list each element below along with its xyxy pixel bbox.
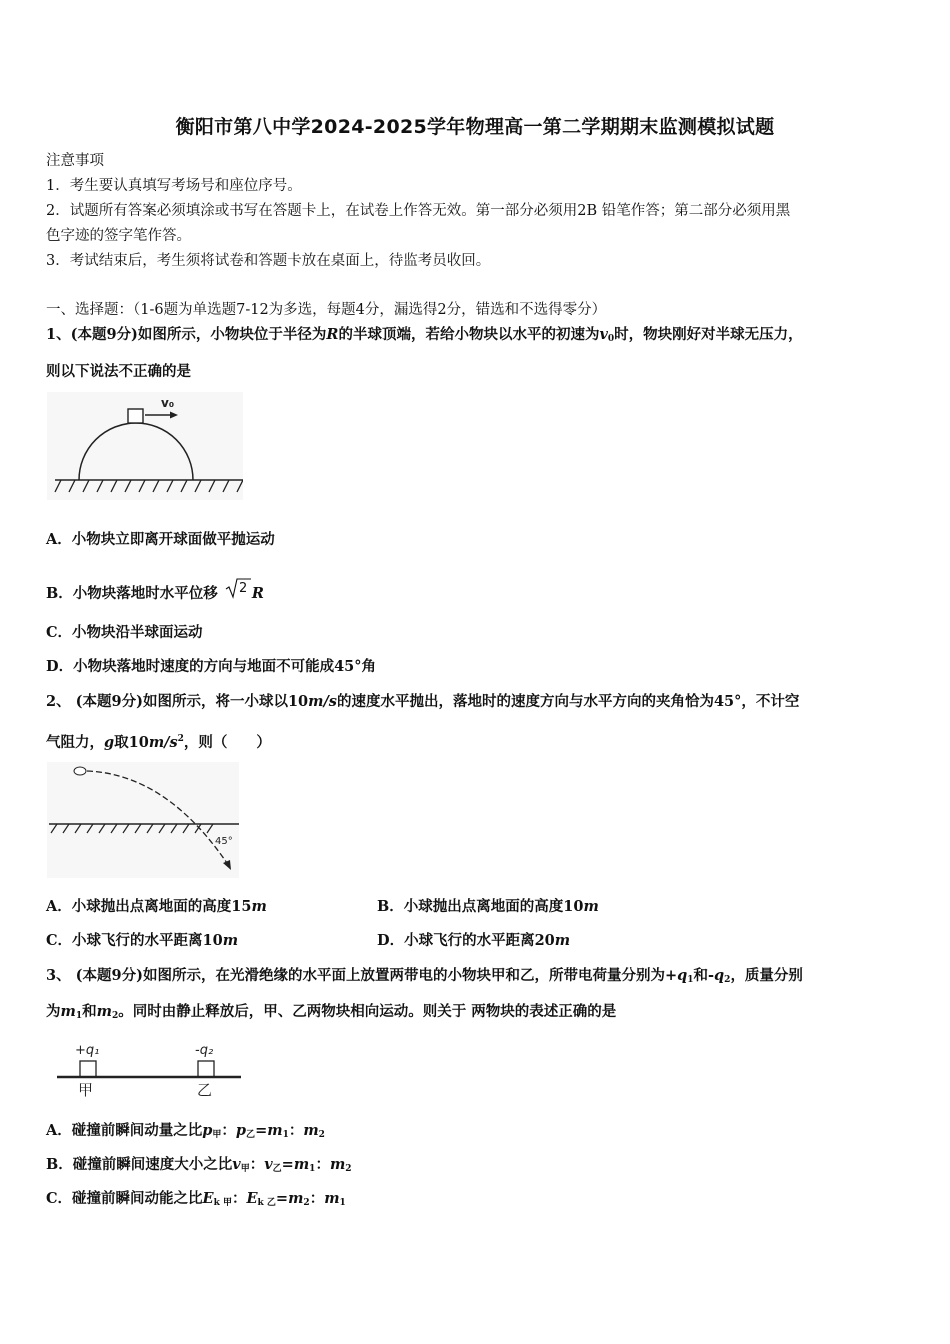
q2-option-b-text: B．小球抛出点离地面的高度10: [377, 898, 584, 915]
q3-m1: m: [60, 1003, 76, 1020]
q3-c-sym1: E: [202, 1190, 214, 1207]
q2-text-b: 的速度水平抛出，落地时的速度方向与水平方向的夹角恰为45°，不计空: [336, 693, 800, 710]
q1-text-a: 1、(本题9分)如图所示，小物块位于半径为: [46, 326, 327, 343]
q3-stem-line2: [46, 1002, 616, 1026]
q3-m2-sub: 2: [111, 1011, 119, 1021]
q3-q2: q: [714, 967, 725, 984]
q3-c-r1: m: [288, 1190, 304, 1207]
q3-b-eq: =: [281, 1156, 294, 1173]
q2-stem-line2: [46, 729, 271, 753]
notice-item-2-cont: 色字迹的签字笔作答。: [46, 228, 191, 244]
q3-b-sep: ：: [249, 1156, 265, 1173]
q3-c-sub1: k 甲: [213, 1198, 232, 1208]
q1-R: R: [326, 326, 339, 343]
sqrt-icon: [224, 576, 252, 600]
q3-text-b: 和-: [693, 967, 715, 984]
q2-text-d: 取: [114, 734, 129, 751]
q2-option-d: [377, 931, 570, 951]
q3-c-pre: C．碰撞前瞬间动能之比: [46, 1190, 203, 1207]
q3-c-r2: m: [324, 1190, 340, 1207]
q1-option-b-radicand: 2: [238, 581, 248, 596]
q2-speed: 10: [287, 693, 309, 710]
q3-text-e: 和: [82, 1003, 97, 1020]
q3-c-colon: ：: [309, 1190, 325, 1207]
q1-text-c: 时，物块刚好对半球无压力，: [614, 326, 803, 343]
q1-v: v: [599, 326, 608, 343]
q1-text-b: 的半球顶端，若给小物块以水平的初速为: [338, 326, 600, 343]
q2-ball: [74, 767, 86, 775]
q1-option-c: C．小物块沿半球面运动: [46, 624, 203, 641]
q3-block-yi: [198, 1061, 214, 1077]
q2-unit: m/s: [308, 693, 337, 710]
q2-option-c-text: C．小球飞行的水平距离10: [46, 932, 223, 949]
q3-a-colon: ：: [288, 1122, 304, 1139]
q3-fig-yi: 乙: [197, 1081, 213, 1099]
q3-c-eq: =: [275, 1190, 289, 1207]
q3-a-eq: =: [255, 1122, 268, 1139]
q3-text-f: 。同时由静止释放后，甲、乙两物块相向运动。则关于 两物块的表述正确的是: [118, 1003, 617, 1020]
q1-fig-label: v₀: [161, 396, 175, 410]
q3-a-r1s: 1: [282, 1130, 289, 1140]
q2-gsup: 2: [177, 734, 184, 744]
q1-stem-line1: [46, 325, 803, 349]
q1-option-b-R: R: [251, 585, 264, 602]
q1-figure: [47, 392, 243, 500]
q3-c-sep: ：: [231, 1190, 247, 1207]
notice-item-2: 2．试题所有答案必须填涂或书写在答题卡上，在试卷上作答无效。第一部分必须用2B 铅笔作答；第二部分必须用黑: [46, 203, 791, 219]
notice-heading: 注意事项: [46, 153, 104, 169]
q3-c-sym2: E: [246, 1190, 258, 1207]
notice-item-3: 3．考试结束后，考生须将试卷和答题卡放在桌面上，待监考员收回。: [46, 253, 491, 269]
q3-text-a: 3、 (本题9分)如图所示，在光滑绝缘的水平面上放置两带电的小物块甲和乙，所带电荷量分别为+: [46, 967, 678, 984]
q2-gval: 10: [128, 734, 149, 751]
section-heading: 一、选择题：（1-6题为单选题7-12为多选，每题4分，漏选得2分，错选和不选得零分）: [46, 302, 607, 318]
q1-option-b-text: B．小物块落地时水平位移: [46, 585, 218, 602]
q2-option-a-unit: m: [251, 898, 267, 915]
q3-a-sub2: 乙: [246, 1130, 256, 1140]
q3-b-r2: m: [329, 1156, 346, 1173]
q3-option-a: [46, 1121, 325, 1145]
q2-text-a: 2、 (本题9分)如图所示，将一小球以: [46, 693, 288, 710]
q3-q1-sub: 1: [687, 975, 694, 985]
q1-block: [128, 409, 143, 423]
q3-a-r2: m: [303, 1122, 319, 1139]
q3-q2-sub: 2: [724, 975, 731, 985]
q3-b-sub2: 乙: [272, 1164, 282, 1174]
q2-option-b: [377, 897, 599, 917]
q3-a-sym2: p: [235, 1122, 247, 1139]
q3-b-r2s: 2: [345, 1164, 352, 1174]
q2-option-d-unit: m: [554, 932, 571, 949]
q3-q1: q: [677, 967, 688, 984]
q3-a-sep: ：: [221, 1122, 236, 1139]
q3-a-sub1: 甲: [212, 1130, 222, 1140]
q3-b-sub1: 甲: [240, 1164, 250, 1174]
q2-g: g: [104, 734, 115, 751]
q3-figure: [55, 1040, 245, 1100]
q1-option-d: D．小物块落地时速度的方向与地面不可能成45°角: [46, 658, 377, 675]
q3-fig-q1: +q₁: [75, 1043, 100, 1058]
q1-option-b: [46, 576, 264, 604]
q3-stem-line1: [46, 966, 803, 990]
q3-b-sym1: v: [232, 1156, 241, 1173]
q2-option-a-text: A．小球抛出点离地面的高度15: [46, 898, 252, 915]
q3-block-jia: [80, 1061, 96, 1077]
q3-text-c: ，质量分别: [730, 967, 803, 984]
q1-stem-line2: 则以下说法不正确的是: [46, 363, 191, 380]
q3-fig-q2: -q₂: [195, 1043, 214, 1058]
q3-a-r1: m: [267, 1122, 283, 1139]
q3-a-pre: A．碰撞前瞬间动量之比: [46, 1122, 203, 1139]
q2-option-b-unit: m: [583, 898, 599, 915]
q3-c-r2s: 1: [339, 1198, 346, 1208]
q3-option-c: [46, 1189, 346, 1213]
q3-c-r1s: 2: [303, 1198, 310, 1208]
q2-figure: [47, 762, 239, 878]
q2-text-c: 气阻力，: [46, 734, 104, 751]
q2-option-c: [46, 931, 238, 951]
q3-b-r1s: 1: [309, 1164, 316, 1174]
q3-m1-sub: 1: [75, 1011, 83, 1021]
q1-option-a: A．小物块立即离开球面做平抛运动: [46, 531, 275, 548]
q2-gunit: m/s: [148, 734, 178, 751]
q3-text-d: 为: [46, 1003, 61, 1020]
q2-option-a: [46, 897, 267, 917]
q3-m2: m: [96, 1003, 112, 1020]
q1-v-sub: 0: [607, 334, 615, 344]
q3-a-sym1: p: [202, 1122, 213, 1139]
q2-option-d-text: D．小球飞行的水平距离20: [377, 932, 555, 949]
q3-b-sym2: v: [264, 1156, 273, 1173]
q3-b-pre: B．碰撞前瞬间速度大小之比: [46, 1156, 233, 1173]
q3-option-b: [46, 1155, 352, 1179]
q2-text-e: ，则（ ）: [183, 734, 271, 751]
page-title: 衡阳市第八中学2024-2025学年物理高一第二学期期末监测模拟试题: [175, 116, 775, 138]
q3-b-r1: m: [293, 1156, 310, 1173]
q2-stem-line1: [46, 692, 799, 712]
q3-c-sub2: k 乙: [257, 1198, 276, 1208]
q2-fig-angle: 45°: [215, 836, 233, 847]
q3-fig-jia: 甲: [78, 1081, 94, 1099]
q3-a-r2s: 2: [318, 1130, 325, 1140]
q3-b-colon: ：: [315, 1156, 330, 1173]
notice-item-1: 1．考生要认真填写考场号和座位序号。: [46, 178, 302, 194]
q2-option-c-unit: m: [222, 932, 239, 949]
